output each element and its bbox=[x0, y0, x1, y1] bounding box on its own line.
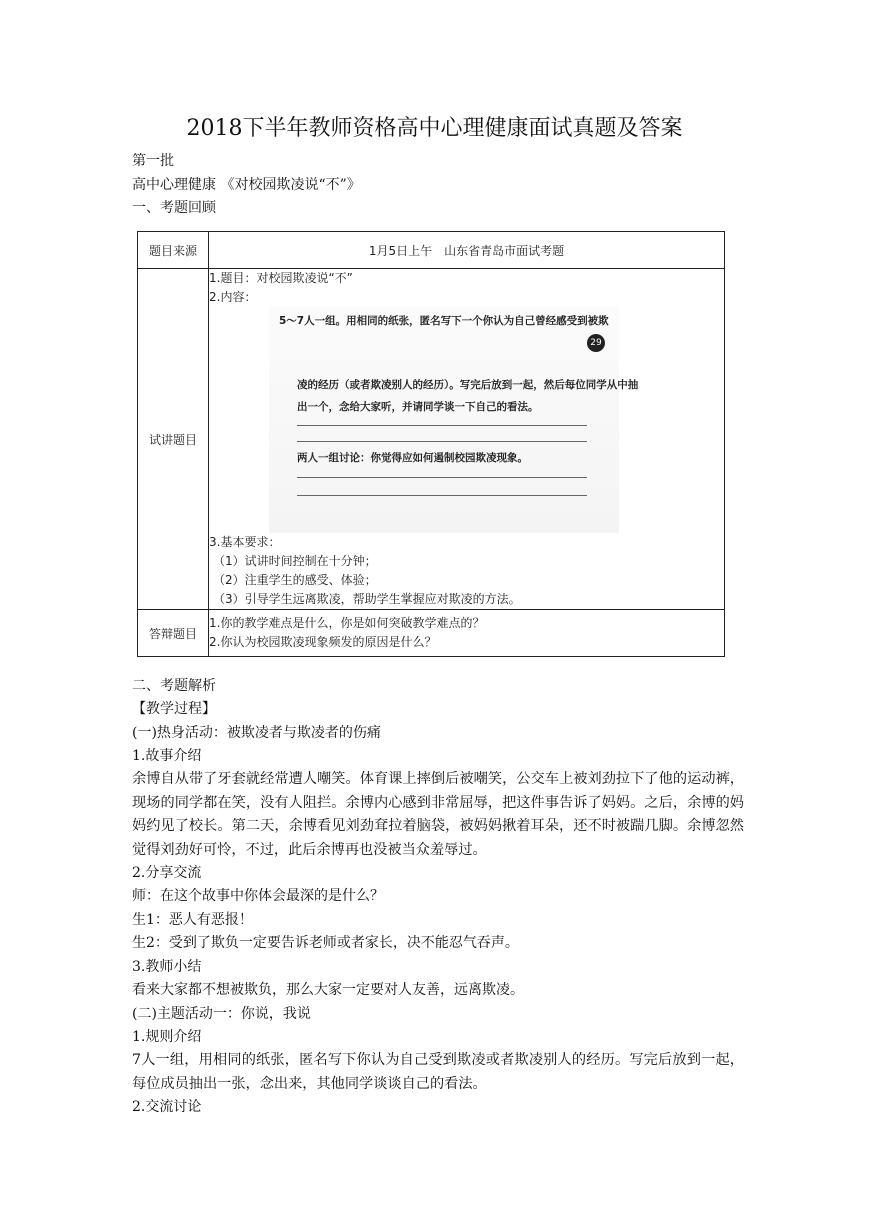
source-value: 1月5日上午 山东省青岛市面试考题 bbox=[209, 232, 725, 269]
requirements bbox=[209, 533, 724, 609]
section-heading-analysis: 二、考题解析 bbox=[132, 678, 216, 694]
requirement-item: （1）试讲时间控制在十分钟； bbox=[213, 554, 377, 568]
summary-line: 看来大家都不想被欺负，那么大家一定要对人友善，远离欺凌。 bbox=[132, 982, 524, 998]
writing-line bbox=[297, 477, 587, 478]
scan-line: 两人一组讨论：你觉得应如何遏制校园欺凌现象。 bbox=[297, 452, 528, 464]
writing-line bbox=[297, 495, 587, 496]
batch-label: 第一批 bbox=[132, 153, 174, 169]
document-title: 2018下半年教师资格高中心理健康面试真题及答案 bbox=[186, 116, 683, 141]
answer-question: 1.你的教学难点是什么，你是如何突破教学难点的？ bbox=[209, 616, 485, 630]
requirements-title: 3.基本要求： bbox=[209, 535, 281, 549]
subheading: 1.规则介绍 bbox=[132, 1029, 202, 1045]
writing-line bbox=[297, 441, 587, 442]
subheading: 1.故事介绍 bbox=[132, 748, 202, 764]
requirement-item: （3）引导学生远离欺凌，帮助学生掌握应对欺凌的方法。 bbox=[213, 592, 521, 606]
source-label: 题目来源 bbox=[138, 232, 209, 269]
process-heading: 【教学过程】 bbox=[132, 701, 216, 717]
content-label: 2.内容： bbox=[209, 290, 257, 304]
subheading: 2.交流讨论 bbox=[132, 1099, 202, 1115]
part-heading: (二)主题活动一：你说，我说 bbox=[132, 1006, 311, 1022]
answer-questions bbox=[209, 610, 725, 657]
dialogue-line: 师：在这个故事中你体会最深的是什么？ bbox=[132, 888, 384, 904]
requirement-item: （2）注重学生的感受、体验； bbox=[213, 573, 377, 587]
answer-label: 答辩题目 bbox=[138, 610, 209, 657]
page-number-badge: 29 bbox=[587, 334, 605, 352]
part-heading: (一)热身活动：被欺凌者与欺凌者的伤痛 bbox=[132, 725, 381, 741]
textbook-scan-image bbox=[269, 307, 639, 533]
lecture-label: 试讲题目 bbox=[138, 269, 209, 610]
dialogue-line: 生2：受到了欺负一定要告诉老师或者家长，决不能忍气吞声。 bbox=[132, 935, 519, 951]
answer-question: 2.你认为校园欺凌现象频发的原因是什么？ bbox=[209, 635, 437, 649]
scan-line: 出一个，念给大家听，并请同学谈一下自己的看法。 bbox=[297, 401, 539, 413]
section-heading-review: 一、考题回顾 bbox=[132, 200, 216, 216]
subheading: 3.教师小结 bbox=[132, 959, 202, 975]
scan-line: 凌的经历（或者欺凌别人的经历）。写完后放到一起，然后每位同学从中抽 bbox=[297, 379, 639, 391]
lecture-content bbox=[209, 269, 725, 610]
story-paragraph: 余博自从带了牙套就经常遭人嘲笑。体育课上摔倒后被嘲笑，公交车上被刘劲拉下了他的运动裤，现场的同学都在笑，没有人阻拦。余博内心感到非常屈辱，把这件事告诉了妈妈。之后，余博的妈妈约见了校长。第二天，余博看见刘劲耷拉着脑袋，被妈妈揪着耳朵，还不时被踹几脚。余博忽然觉得刘劲好可怜，不过，此后余博再也没被当众羞辱过。 bbox=[132, 771, 744, 858]
rules-paragraph: 7人一组，用相同的纸张，匿名写下你认为自己受到欺凌或者欺凌别人的经历。写完后放到一起，每位成员抽出一张，念出来，其他同学谈谈自己的看法。 bbox=[132, 1052, 744, 1092]
writing-line bbox=[297, 425, 587, 426]
lecture-topic: 1.题目：对校园欺凌说“不” bbox=[209, 271, 353, 285]
exam-table bbox=[137, 231, 725, 657]
scan-line: 5～7人一组。用相同的纸张，匿名写下一个你认为自己曾经感受到被欺 bbox=[279, 315, 609, 327]
dialogue-line: 生1：恶人有恶报！ bbox=[132, 912, 253, 928]
subject-line: 高中心理健康 《对校园欺凌说“不”》 bbox=[132, 177, 361, 193]
subheading: 2.分享交流 bbox=[132, 865, 202, 881]
